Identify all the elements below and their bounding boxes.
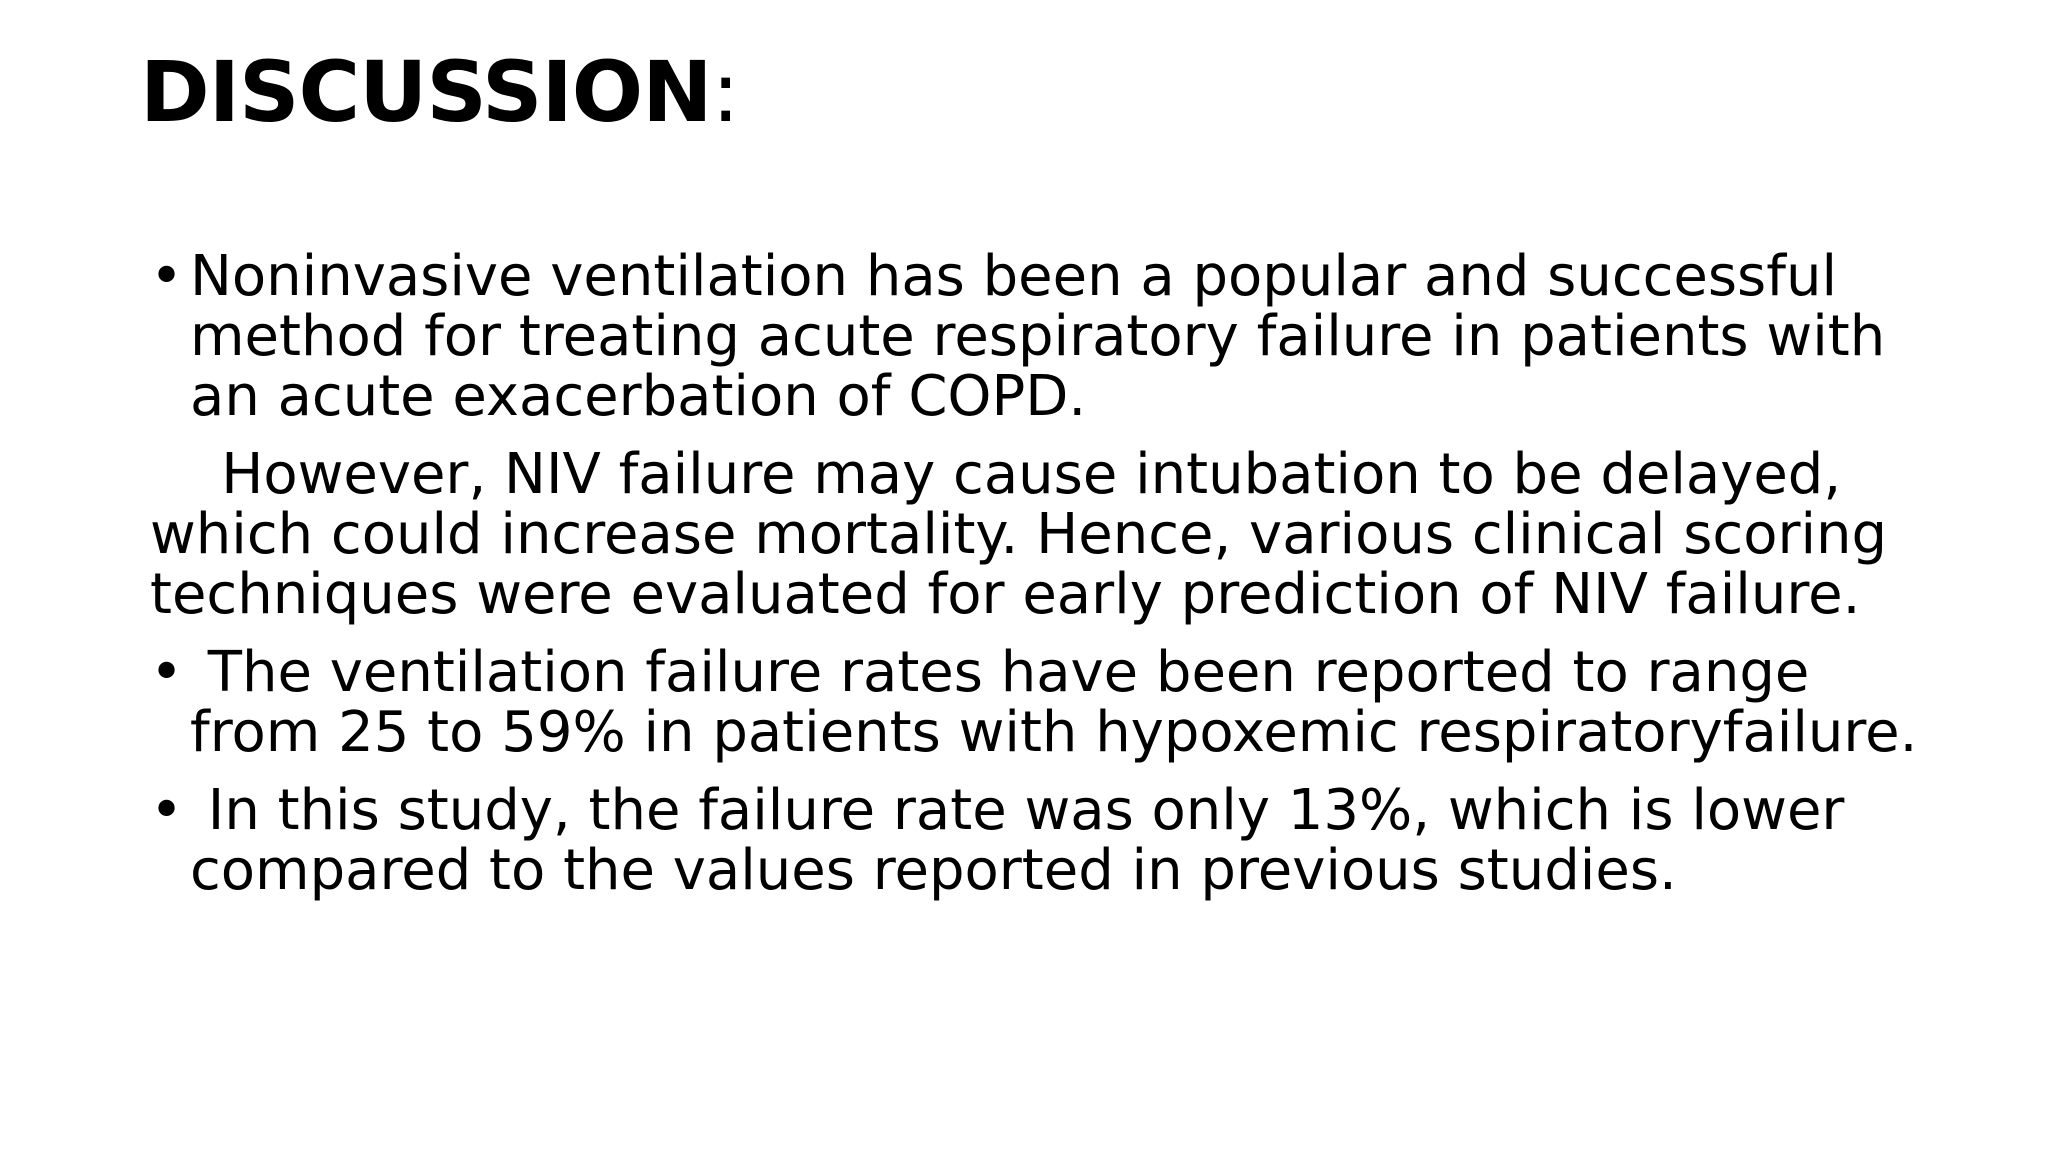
paragraph-line: techniques were evaluated for early prediction of NIV failure. xyxy=(150,562,1861,627)
bullet-paragraph-4 xyxy=(150,778,1950,903)
plain-paragraph-2 xyxy=(150,442,1950,627)
paragraph-line: The ventilation failure rates have been reported to range xyxy=(190,640,1810,705)
paragraph-line: method for treating acute respiratory failure in patients with xyxy=(190,304,1886,369)
paragraph-line: an acute exacerbation of COPD. xyxy=(190,364,1087,429)
bullet-icon: • xyxy=(150,778,184,843)
paragraph-line: In this study, the failure rate was only 13%, which is lower xyxy=(190,778,1845,843)
bullet-icon: • xyxy=(150,244,184,309)
paragraph-line: which could increase mortality. Hence, various clinical scoring xyxy=(150,502,1888,567)
paragraph-line: However, NIV failure may cause intubation to be delayed, xyxy=(150,442,1842,507)
paragraph-line: from 25 to 59% in patients with hypoxemic respiratoryfailure. xyxy=(190,700,1918,765)
bullet-paragraph-3 xyxy=(150,640,1950,765)
slide-title-text: DISCUSSION xyxy=(140,43,712,141)
bullet-paragraph-1 xyxy=(150,244,1950,429)
slide-title xyxy=(140,42,739,142)
slide-title-colon: : xyxy=(711,43,739,141)
paragraph-line: compared to the values reported in previous studies. xyxy=(190,838,1677,903)
bullet-icon: • xyxy=(150,640,184,705)
slide-body xyxy=(150,244,1950,903)
paragraph-line: Noninvasive ventilation has been a popular and successful xyxy=(190,244,1837,309)
